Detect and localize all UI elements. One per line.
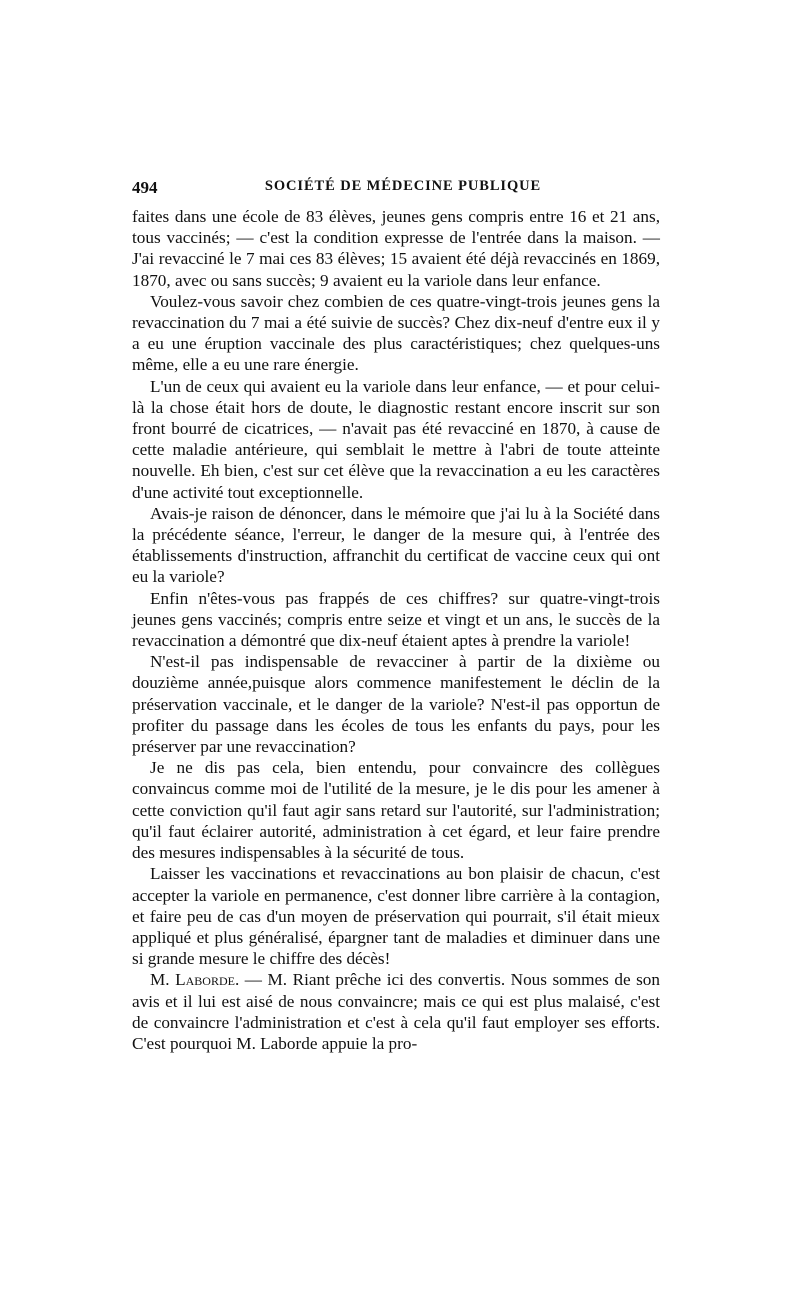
paragraph: Voulez-vous savoir chez combien de ces quatre-vingt-trois jeunes gens la revaccination du 7 mai a été suivie de succès? Chez dix-neuf d'entre eux il y a eu une éruption vaccinale des plus caractéristiques; chez quelques-uns même, elle a eu une rare énergie.: [132, 291, 660, 375]
paragraph-laborde: [132, 969, 660, 1054]
paragraph: N'est-il pas indispensable de revacciner à partir de la dixième ou douzième année,puisque alors commence manifestement le déclin de la préservation vaccinale, et le danger de la variole? N'est-il pas opportun de profiter du passage dans les écoles de tous les enfants du pays, pour les préserver par une revaccination?: [132, 652, 660, 757]
speaker-name: Laborde: [175, 970, 235, 990]
paragraph: faites dans une école de 83 élèves, jeunes gens compris entre 16 et 21 ans, tous vaccinés; — c'est la condition expresse de l'entrée dans la maison. — J'ai revacciné le 7 mai ces 83 élèves; 15 avaient été déjà revaccinés en 1869, 1870, avec ou sans succès; 9 avaient eu la variole dans leur enfance.: [132, 207, 660, 290]
paragraph: Je ne dis pas cela, bien entendu, pour convaincre des collègues convaincus comme moi de l'utilité de la mesure, je le dis pour les amener à cette conviction qu'il faut agir sans retard sur l'autorité, sur l'administration; qu'il faut éclairer autorité, administration à cet égard, et leur faire prendre des mesures indispensables à la sécurité de tous.: [132, 758, 660, 863]
paragraph: Enfin n'êtes-vous pas frappés de ces chiffres? sur quatre-vingt-trois jeunes gens vaccinés; compris entre seize et vingt et un ans, le succès de la revaccination a démontré que dix-neuf étaient aptes à prendre la variole!: [132, 588, 660, 651]
running-title: SOCIÉTÉ DE MÉDECINE PUBLIQUE: [264, 178, 542, 194]
paragraph: Laisser les vaccinations et revaccinations au bon plaisir de chacun, c'est accepter la variole en permanence, c'est donner libre carrière à la contagion, et faire peu de cas d'un moyen de préservation qui pourrait, s'il était mieux appliqué et plus généralisé, épargner tant de maladies et diminuer dans une si grande mesure le chiffre des décès!: [132, 864, 660, 969]
paragraph: L'un de ceux qui avaient eu la variole dans leur enfance, — et pour celui-là la chose était hors de doute, le diagnostic restant encore inscrit sur son front bourré de cicatrices, — n'avait pas été revacciné en 1870, à cause de cette maladie antérieure, qui semblait le mettre à l'abri de toute atteinte nouvelle. Eh bien, c'est sur cet élève que la revaccination a eu les caractères d'une activité tout exceptionnelle.: [132, 376, 660, 502]
page-header: [132, 178, 660, 200]
speaker-prefix: M.: [150, 970, 176, 990]
page-number: 494: [132, 178, 158, 197]
body-text: [132, 206, 660, 1054]
paragraph-text: . — M. Riant prêche ici des convertis. Nous sommes de son avis et il lui est aisé de nous convaincre; mais ce qui est plus malaisé, c'est de convaincre l'administration et c'est à cela qu'il faut employer ses efforts. C'est pourquoi M. Laborde appuie la pro-: [132, 970, 660, 1053]
paragraph: Avais-je raison de dénoncer, dans le mémoire que j'ai lu à la Société dans la précédente séance, l'erreur, le danger de la mesure qui, à l'entrée des établissements d'instruction, affranchit du certificat de vaccine ceux qui ont eu la variole?: [132, 503, 660, 587]
